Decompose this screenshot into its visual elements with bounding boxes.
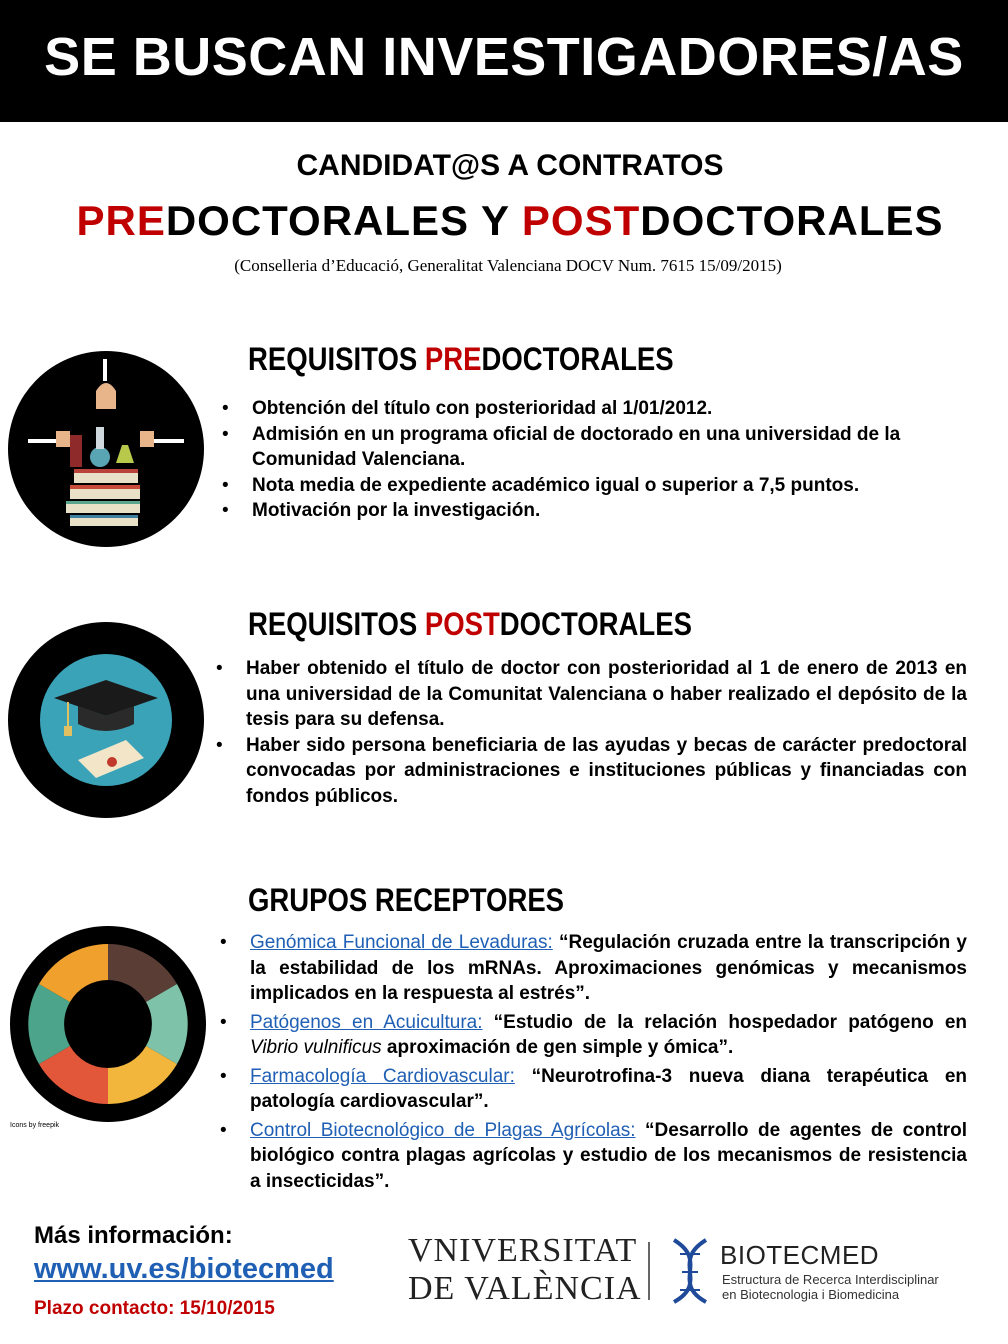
list-item: • Patógenos en Acuicultura: “Estudio de la relación hospedador patógeno en Vibrio vulnificus aproximación de gen simple y ómica”. (220, 1011, 968, 1058)
group-link-levaduras[interactable]: Genómica Funcional de Levaduras: (250, 932, 553, 953)
group-desc: “Neurotrofina-3 nueva diana terapéutica en patología cardiovascular”. (250, 1065, 967, 1112)
group-desc: “Regulación cruzada entre la transcripción y la estabilidad de los mRNAs. Aproximaciones genómicas y mecanismos implicados en la respuesta al estrés”. (250, 932, 967, 1004)
postdoc-heading-b: DOCTORALES (499, 606, 692, 642)
header-banner (0, 0, 1008, 122)
more-info-link[interactable]: www.uv.es/biotecmed (34, 1253, 334, 1285)
list-item: • Farmacología Cardiovascular: “Neurotrofina-3 nueva diana terapéutica en patología cardiovascular”. (220, 1065, 967, 1112)
predoc-heading-red: PRE (424, 341, 482, 377)
group-link-acuicultura[interactable]: Patógenos en Acuicultura: (250, 1011, 483, 1033)
group-desc: “Desarrollo de agentes de control biológico contra plagas agrícolas y estudio de los mecanismos de resistencia a insecticidas”. (250, 1119, 967, 1192)
list-item: • Haber obtenido el título de doctor con posterioridad al 1 de enero de 2013 en una universidad de la Comunitat Valenciana o haber realizado el depósito de la tesis para su defensa. (246, 656, 967, 733)
postdoc-heading-red: POST (424, 606, 500, 642)
poster-subtitle: CANDIDAT@S A CONTRATOS (296, 149, 724, 182)
more-info-label: Más información: (34, 1222, 233, 1249)
predoc-requirements (222, 396, 968, 524)
poster-main-title (0, 195, 1008, 247)
group-link-plagas[interactable]: Control Biotecnológico de Plagas Agrícolas: (250, 1119, 636, 1141)
dna-helix-icon (660, 1232, 718, 1306)
list-item: • Control Biotecnológico de Plagas Agrícolas: “Desarrollo de agentes de control biológico contra plagas agrícolas y estudio de los mecanismos de resistencia a insecticidas”. (220, 1119, 967, 1192)
title-mid: DOCTORALES Y (165, 197, 522, 244)
predoc-item-text: Motivación por la investigación. (252, 500, 541, 521)
graduation-cap-icon (8, 622, 204, 818)
predoc-item-text: Obtención del título con posterioridad al 1/01/2012. (252, 398, 713, 419)
biotecmed-desc-line1: Estructura de Recerca Interdisciplinar (722, 1272, 939, 1287)
postdoc-item-text: Haber obtenido el título de doctor con posterioridad al 1 de enero de 2013 en una universidad de la Comunitat Valenciana o haber realizado el depósito de la tesis para su defensa. (246, 658, 967, 730)
postdoc-requirements (216, 656, 967, 809)
group-link-cardiovascular[interactable]: Farmacología Cardiovascular: (250, 1065, 515, 1087)
predoc-item-text: Admisión en un programa oficial de doctorado en una universidad de la Comunidad Valenciana. (252, 423, 901, 470)
title-end: DOCTORALES (640, 197, 944, 244)
list-item: • Genómica Funcional de Levaduras: “Regulación cruzada entre la transcripción y la estabilidad de los mRNAs. Aproximaciones genómicas y mecanismos implicados en la respuesta al estrés”. (220, 932, 967, 1004)
predoc-illustration (8, 351, 204, 547)
postdoc-heading-a: REQUISITOS (248, 606, 425, 642)
postdoc-illustration (8, 622, 204, 818)
predoc-heading (248, 340, 674, 378)
groups-list (220, 930, 968, 1194)
predoc-item-text: Nota media de expediente académico igual o superior a 7,5 puntos. (252, 474, 860, 496)
list-item: • Motivación por la investigación. (252, 498, 968, 524)
universitat-valencia-logo (408, 1232, 642, 1308)
species-name: Vibrio vulnificus (250, 1037, 382, 1058)
logo-divider (648, 1242, 650, 1300)
research-areas-wheel-icon (10, 926, 206, 1122)
list-item: • Haber sido persona beneficiaria de las ayudas y becas de carácter predoctoral convocadas por administraciones e instituciones públicas y financiadas con fondos públicos. (246, 733, 967, 810)
contact-deadline: Plazo contacto: 15/10/2015 (34, 1298, 275, 1319)
groups-heading: GRUPOS RECEPTORES (248, 882, 565, 918)
lab-books-icon (8, 351, 204, 547)
predoc-heading-a: REQUISITOS (248, 341, 425, 377)
predoc-heading-b: DOCTORALES (481, 341, 674, 377)
group-desc: aproximación de gen simple y ómica”. (381, 1037, 734, 1058)
title-pre: PRE (76, 197, 166, 244)
biotecmed-desc-line2: en Biotecnologia i Biomedicina (722, 1287, 900, 1302)
uv-logo-line1: VNIVERSITAT (408, 1232, 638, 1269)
uv-logo-line2: DE VALÈNCIA (408, 1270, 642, 1307)
postdoc-item-text: Haber sido persona beneficiaria de las ayudas y becas de carácter predoctoral convocadas por administraciones e instituciones públicas y financiadas con fondos públicos. (246, 734, 967, 807)
list-item: • Admisión en un programa oficial de doctorado en una universidad de la Comunidad Valenciana. (252, 422, 968, 473)
group-desc: “Estudio de la relación hospedador patógeno en (493, 1011, 968, 1033)
source-citation: (Conselleria d’Educació, Generalitat Valenciana DOCV Num. 7615 15/09/2015) (234, 256, 782, 275)
biotecmed-description (722, 1272, 939, 1302)
groups-illustration (10, 926, 206, 1122)
icon-credit: Icons by freepik (10, 1122, 60, 1129)
list-item: • Nota media de expediente académico igual o superior a 7,5 puntos. (252, 473, 968, 499)
poster-title: SE BUSCAN INVESTIGADORES/AS (44, 27, 964, 87)
list-item: • Obtención del título con posterioridad al 1/01/2012. (252, 396, 968, 422)
biotecmed-name: BIOTECMED (720, 1240, 880, 1270)
postdoc-heading (248, 605, 692, 643)
title-post: POST (521, 197, 641, 244)
